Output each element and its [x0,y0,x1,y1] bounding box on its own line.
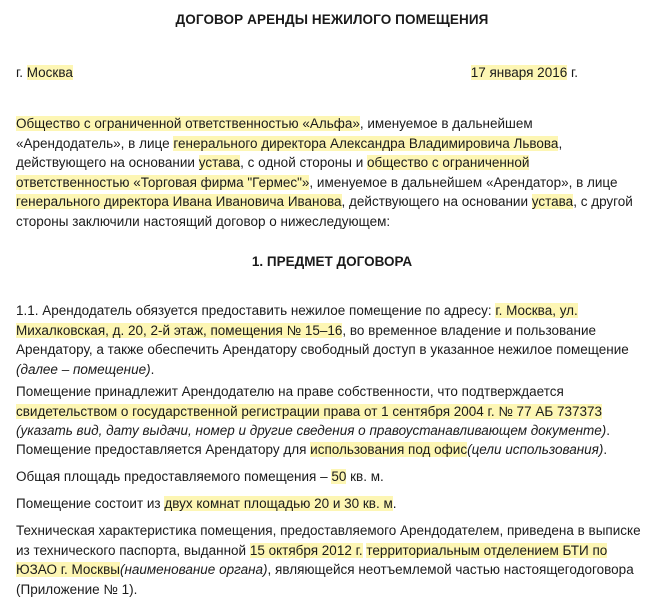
lessor-name: Общество с ограниченной ответственностью «Альфа» [16,116,360,131]
area-text-1: Общая площадь предоставляемого помещения – [16,469,332,484]
area-text-2: кв. м. [346,469,384,484]
date-suffix: г. [567,65,578,80]
purpose-text-2: . [603,442,608,457]
ownership-certificate: свидетельством о государственной регистрации права от 1 сентября 2004 г. № 77 АБ 737373 [16,403,602,419]
rooms-paragraph [16,494,642,514]
issuer-note: (наименование органа) [119,562,268,578]
lessor-basis: устава [198,155,241,171]
purpose-text-1: Помещение предоставляется Арендатору для [16,442,311,457]
ownership-paragraph [16,382,642,441]
purpose-use: использования под офис [310,442,468,457]
passport-date: 15 октября 2012 г. [249,542,363,558]
preamble-text-2: , действующего на основании [16,135,563,171]
preamble-text-5: , действующего на основании [341,194,532,210]
technical-text-1: Техническая характеристика помещения, предоставляемого Арендодателем, приведена в выписке из технического паспорта, выданной [16,523,641,558]
section-1-title: 1. ПРЕДМЕТ ДОГОВОРА [251,254,413,269]
preamble-text-3: , с одной стороны и [240,155,367,171]
contract-date [471,64,578,82]
clause-1-1-text-1: 1.1. Арендодатель обязуется предоставить нежилое помещение по адресу: [16,303,496,318]
clause-1-1-text-2: , во временное владение и пользование Арендатору, а также обеспечить Арендатору свободный доступ в указанное нежилое помещение [16,322,629,358]
purpose-paragraph [16,440,642,460]
ownership-text-1: Помещение принадлежит Арендодателю на праве собственности, что подтверждается [16,384,564,399]
ownership-text-2: . [606,423,611,439]
preamble-text-4: , именуемое в дальнейшем «Арендатор», в лице [309,174,618,190]
city: Москва [26,65,73,80]
lessee-director: генерального директора Ивана Ивановича Иванова [16,194,342,210]
premises-address: г. Москва, ул. Михалковская, д. 20, 2-й этаж, помещения № 15–16 [16,303,578,338]
preamble-text-6: , с другой стороны заключили настоящий договор о нижеследующем: [16,194,633,229]
place-date-line [16,64,578,82]
clause-1-1-note: (далее – помещение) [16,361,151,377]
technical-text-3: , являющейся неотъемлемой частью настоящегодоговора (Приложение № 1). [16,562,634,597]
document-title: ДОГОВОР АРЕНДЫ НЕЖИЛОГО ПОМЕЩЕНИЯ [175,12,489,27]
rooms-text-2: . [392,496,397,511]
ownership-note: (указать вид, дату выдачи, номер и другие сведения о правоустанавливающем документе) [16,423,607,439]
lessee-name: общество с ограниченной ответственностью «Торговая фирма "Гермес"» [16,155,530,190]
purpose-note: (цели использования) [467,442,604,457]
date-value: 17 января 2016 [470,65,568,80]
lessor-director: генерального директора Александра Владимировича Львова [173,135,559,151]
technical-paragraph [16,521,642,599]
rooms-value: двух комнат площадью 20 и 30 кв. м [164,496,393,511]
city-prefix: г. [16,65,27,80]
preamble-paragraph [16,114,642,232]
clause-1-1-text-3: . [150,361,155,377]
area-paragraph [16,467,642,487]
area-value: 50 [331,469,347,484]
preamble-text-1: , именуемое в дальнейшем «Арендодатель», в лице [16,116,533,151]
rooms-text-1: Помещение состоит из [16,496,165,511]
passport-issuer: территориальным отделением БТИ по ЮЗАО г. Москвы [16,542,608,578]
clause-1-1 [16,301,642,379]
lessee-basis: устава [531,194,574,210]
